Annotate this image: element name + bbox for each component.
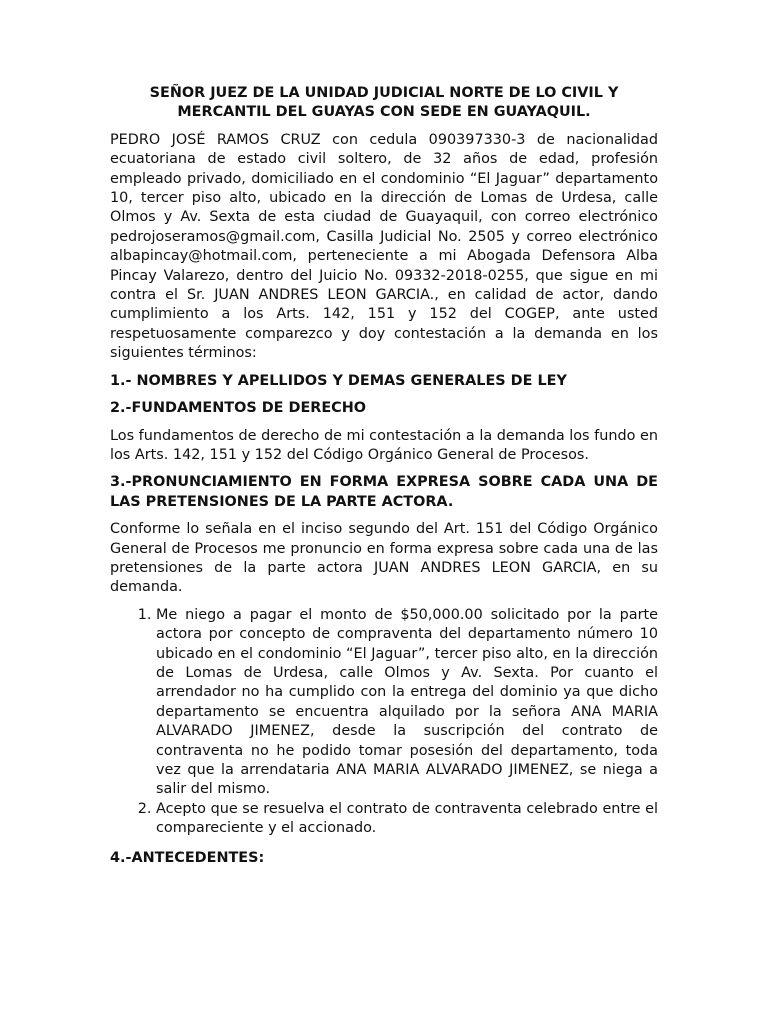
section-3-heading: 3.-PRONUNCIAMIENTO EN FORMA EXPRESA SOBRE CADA UNA DE LAS PRETENSIONES DE LA PARTE ACTORA. <box>110 474 658 510</box>
section-2-heading: 2.-FUNDAMENTOS DE DERECHO <box>110 400 367 417</box>
title-line-1: SEÑOR JUEZ DE LA UNIDAD JUDICIAL NORTE DE LO CIVIL Y <box>149 85 619 101</box>
document-title <box>110 84 658 123</box>
section-3-body: Conforme lo señala en el inciso segundo del Art. 151 del Código Orgánico General de Procesos me pronuncio en forma expresa sobre cada una de las pretensiones de la parte actora JUAN ANDRES LEON GARCIA, en su demanda. <box>110 521 658 596</box>
intro-paragraph: PEDRO JOSÉ RAMOS CRUZ con cedula 090397330-3 de nacionalidad ecuatoriana de estado civil soltero, de 32 años de edad, profesión empleado privado, domiciliado en el condominio “El Jaguar” departamento 10, tercer piso alto, ubicado en la dirección de Lomas de Urdesa, calle Olmos y Av. Sexta de esta ciudad de Guayaquil, con correo electrónico pedrojoseramos@gmail.com, Casilla Judicial No. 2505 y correo electrónico albapincay@hotmail.com, perteneciente a mi Abogada Defensora Alba Pincay Valarezo, dentro del Juicio No. 09332-2018-0255, que sigue en mi contra el Sr. JUAN ANDRES LEON GARCIA., en calidad de actor, dando cumplimiento a los Arts. 142, 151 y 152 del COGEP, ante usted respetuosamente comparezco y doy contestación a la demanda en los siguientes términos: <box>110 131 658 362</box>
list-item: 1. Me niego a pagar el monto de $50,000.00 solicitado por la parte actora por concepto de compraventa del departamento número 10 ubicado en el condominio “El Jaguar”, tercer piso alto, en la dirección de Lomas de Urdesa, calle Olmos y Av. Sexta. Por cuanto el arrendador no ha cumplido con la entrega del dominio ya que dicho departamento se encuentra alquilado por la señora ANA MARIA ALVARADO JIMENEZ, desde la suscripción del contrato de contraventa no he podido tomar posesión del departamento, toda vez que la arrendataria ANA MARIA ALVARADO JIMENEZ, se niega a salir del mismo. <box>156 606 658 800</box>
list-item: 2. Acepto que se resuelva el contrato de contraventa celebrado entre el compareciente y el accionado. <box>156 800 658 839</box>
section-1-heading: 1.- NOMBRES Y APELLIDOS Y DEMAS GENERALES DE LEY <box>110 372 567 389</box>
section-2-body: Los fundamentos de derecho de mi contestación a la demanda los fundo en los Arts. 142, 151 y 152 del Código Orgánico General de Procesos. <box>110 427 658 463</box>
section-4-heading: 4.-ANTECEDENTES: <box>110 849 265 866</box>
pretensions-list <box>110 606 658 839</box>
title-line-2: MERCANTIL DEL GUAYAS CON SEDE EN GUAYAQUIL. <box>177 104 591 121</box>
document-page <box>110 84 658 876</box>
